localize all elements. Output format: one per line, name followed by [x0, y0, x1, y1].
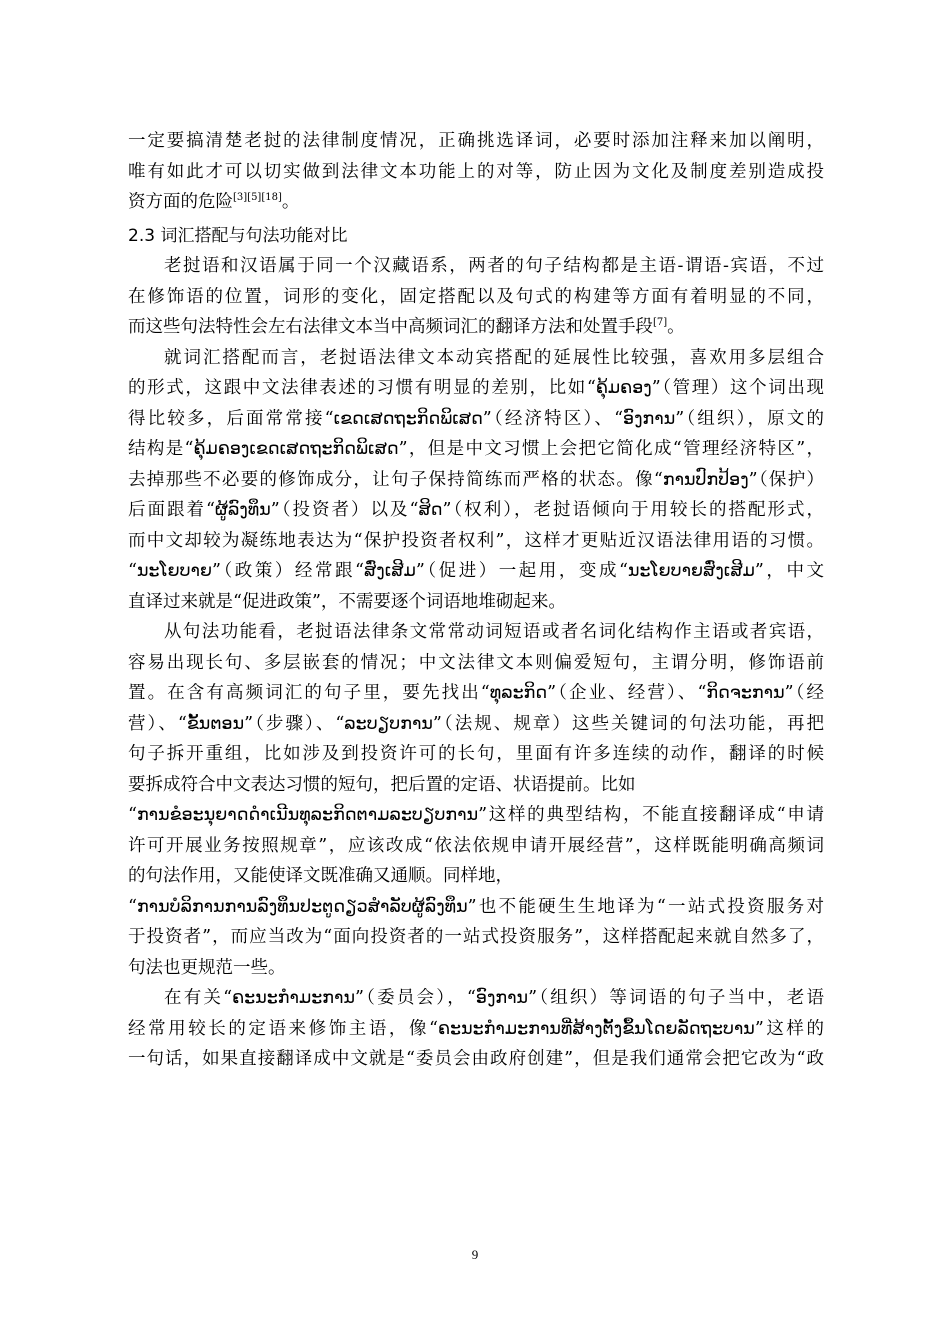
text-line: 于投资者”，而应当改为“面向投资者的一站式投资服务”，这样搭配起来就自然多了，	[128, 927, 824, 947]
page-number: 9	[471, 1247, 479, 1262]
text-line: 的形式，这跟中文法律表述的习惯有明显的差别，比如“ຄຸ້ມຄອງ”（管理）这个词出现	[128, 378, 824, 398]
text-line: 的句法作用，又能使译文既准确又通顺。同样地，	[128, 866, 513, 886]
section-heading: 2.3 词汇搭配与句法功能对比	[128, 225, 348, 246]
text-line: 去掉那些不必要的修饰成分，让句子保持简练而严格的状态。像“ການປົກປ້ອງ”（保护）	[128, 469, 824, 490]
text-line: 从句法功能看，老挝语法律条文常常动词短语或者名词化结构作主语或者宾语，	[164, 622, 824, 642]
text-line: 在修饰语的位置，词形的变化，固定搭配以及句式的构建等方面有着明显的不同，	[128, 286, 824, 307]
text-line: 句法也更规范一些。	[128, 957, 286, 978]
text-line	[128, 187, 824, 218]
paragraph-collocation	[128, 343, 824, 618]
paragraph-syntax-function	[128, 617, 824, 983]
text-line: 要拆成符合中文表达习惯的短句，把后置的定语、状语提前。比如	[128, 774, 636, 795]
text-line: 一句话，如果直接翻译成中文就是“委员会由政府创建”，但是我们通常会把它改为“政	[128, 1049, 824, 1069]
text-line: 后面跟着“ຜູ້ລົງທຶນ”（投资者）以及“ສິດ”（权利），老挝语倾向于用较长的搭配形式，	[128, 500, 824, 520]
text-line: 得比较多，后面常常接“ເຂດເສດຖະກິດພິເສດ”（经济特区）、“ອົງການ”（组织），原文的	[128, 408, 824, 429]
text-line: 唯有如此才可以切实做到法律文本功能上的对等，防止因为文化及制度差别造成投	[128, 161, 824, 182]
citation: [3][5][18]	[233, 192, 282, 203]
text-line: 置。在含有高频词汇的句子里，要先找出“ທຸລະກິດ”（企业、经营）、“ກິດຈະການ”（经	[128, 683, 824, 703]
text-segment: 。	[667, 317, 685, 337]
intro-paragraph	[128, 126, 824, 218]
text-line: 在有关“ຄະນະກຳມະການ”（委员会），“ອົງການ”（组织）等词语的句子当中，老语	[164, 988, 824, 1008]
text-line: 一定要搞清楚老挝的法律制度情况，正确挑选译词，必要时添加注释来加以阐明，	[128, 131, 824, 151]
text-segment: 而这些句法特性会左右法律文本当中高频词汇的翻译方法和处置手段	[128, 317, 653, 337]
text-line	[128, 312, 824, 343]
text-line: 直译过来就是“促进政策”，不需要逐个词语地堆砌起来。	[128, 591, 566, 612]
text-line: 而中文却较为凝练地表达为“保护投资者权利”，这样才更贴近汉语法律用语的习惯。	[128, 530, 824, 551]
text-line: 容易出现长句、多层嵌套的情况；中文法律文本则偏爱短句，主谓分明，修饰语前	[128, 652, 824, 673]
paragraph-committee	[128, 983, 824, 1075]
text-line: “ນະໂຍບາຍ”（政策）经常跟“ສົ່ງເສີມ”（促进）一起用，变成“ນະໂຍບາຍສົ່ງເສີມ”，中文	[128, 561, 824, 581]
text-line: 就词汇搭配而言，老挝语法律文本动宾搭配的延展性比较强，喜欢用多层组合	[164, 347, 824, 368]
text-line: 营）、“ຂັ້ນຕອນ”（步骤）、“ລະບຽບການ”（法规、规章）这些关键词的句法功能，再把	[128, 713, 824, 734]
citation: [7]	[653, 317, 668, 328]
page-body	[128, 126, 824, 1075]
text-line: 结构是“ຄຸ້ມຄອງເຂດເສດຖະກິດພິເສດ”，但是中文习惯上会把它简化成“管理经济特区”，	[128, 439, 824, 459]
text-line: 许可开展业务按照规章”，应该改成“依法依规申请开展经营”，这样既能明确高频词	[128, 835, 824, 856]
text-line: 老挝语和汉语属于同一个汉藏语系，两者的句子结构都是主语-谓语-宾语，不过	[164, 256, 824, 276]
text-line: 经常用较长的定语来修饰主语，像“ຄະນະກຳມະການທີ່ສ້າງຕັ້ງຂຶ້ນໂດຍລັດຖະບານ”这样的	[128, 1018, 824, 1039]
paragraph-syntax-intro	[128, 251, 824, 343]
text-line: “ການບໍລິການການລົງທຶນປະຕູດຽວສຳລັບຜູ້ລົງທຶນ”也不能硬生生地译为“一站式投资服务对	[128, 896, 824, 917]
text-line: 句子拆开重组，比如涉及到投资许可的长句，里面有许多连续的动作，翻译的时候	[128, 744, 824, 764]
text-segment: 资方面的危险	[128, 192, 233, 212]
text-segment: 。	[281, 192, 300, 212]
text-line: “ການຂໍອະນຸຍາດດຳເນີນທຸລະກິດຕາມລະບຽບການ”这样的典型结构，不能直接翻译成“申请	[128, 805, 824, 825]
